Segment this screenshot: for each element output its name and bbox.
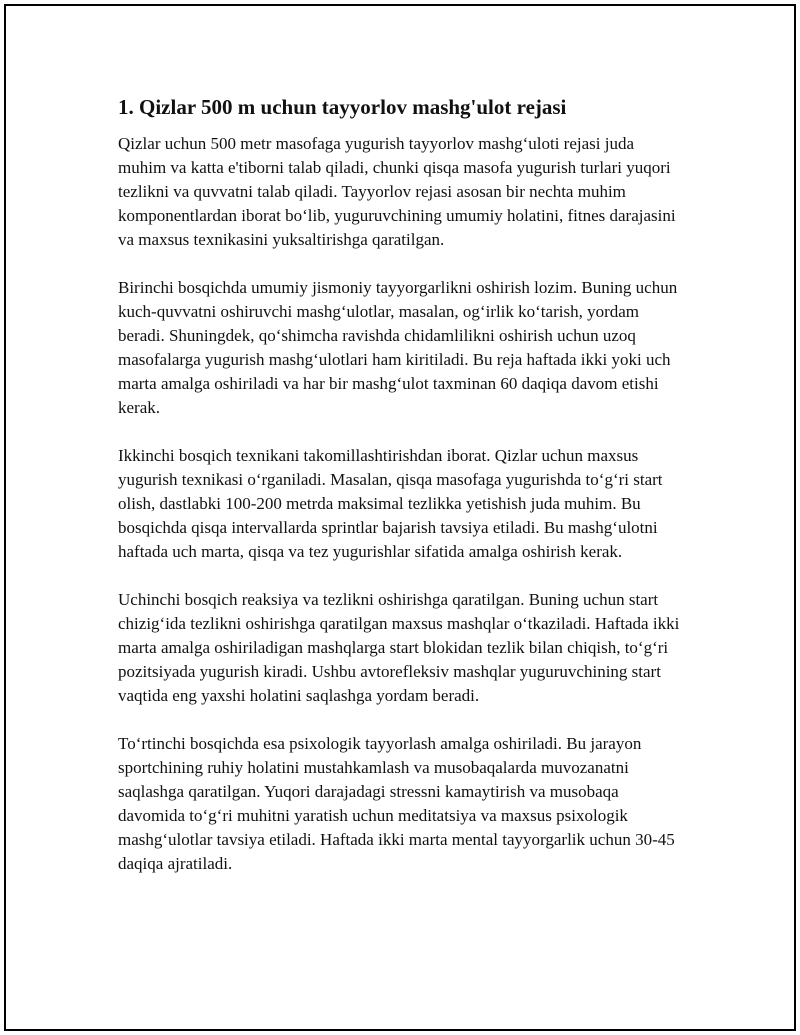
- paragraph-stage-1: Birinchi bosqichda umumiy jismoniy tayyorgarlikni oshirish lozim. Buning uchun kuch-quvvatni oshiruvchi mashg‘ulotlar, masalan, og‘irlik ko‘tarish, yordam beradi. Shuningdek, qo‘shimcha ravishda chidamlilikni oshirish uchun uzoq masofalarga yugurish mashg‘ulotlari ham kiritiladi. Bu reja haftada ikki yoki uch marta amalga oshiriladi va har bir mashg‘ulot taxminan 60 daqiqa davom etishi kerak.: [118, 278, 678, 417]
- paragraph-stage-2: Ikkinchi bosqich texnikani takomillashtirishdan iborat. Qizlar uchun maxsus yugurish texnikasi o‘rganiladi. Masalan, qisqa masofaga yugurishda to‘g‘ri start olish, dastlabki 100-200 metrda maksimal tezlikka yetishish juda muhim. Bu bosqichda qisqa intervallarda sprintlar bajarish tavsiya etiladi. Bu mashg‘ulotni haftada uch marta, qisqa va tez yugurishlar sifatida amalga oshirish kerak.: [118, 446, 663, 561]
- document-body: [118, 92, 686, 900]
- paragraph-stage-4: To‘rtinchi bosqichda esa psixologik tayyorlash amalga oshiriladi. Bu jarayon sportchining ruhiy holatini mustahkamlash va musobaqalarda muvozanatni saqlashga qaratilgan. Yuqori darajadagi stressni kamaytirish va musobaqa davomida to‘g‘ri muhitni yaratish uchun meditatsiya va maxsus psixologik mashg‘ulotlar tavsiya etiladi. Haftada ikki marta mental tayyorgarlik uchun 30-45 daqiqa ajratiladi.: [118, 734, 675, 873]
- paragraph-intro: Qizlar uchun 500 metr masofaga yugurish tayyorlov mashg‘uloti rejasi juda muhim va katta e'tiborni talab qiladi, chunki qisqa masofa yugurish turlari yuqori tezlikni va quvvatni talab qiladi. Tayyorlov rejasi asosan bir nechta muhim komponentlardan iborat bo‘lib, yuguruvchining umumiy holatini, fitnes darajasini va maxsus texnikasini yuksaltirishga qaratilgan.: [118, 134, 676, 249]
- paragraph-stage-3: Uchinchi bosqich reaksiya va tezlikni oshirishga qaratilgan. Buning uchun start chizig‘ida tezlikni oshirishga qaratilgan maxsus mashqlar o‘tkaziladi. Haftada ikki marta amalga oshiriladigan mashqlarga start blokidan tezlik bilan chiqish, to‘g‘ri pozitsiyada yugurish kiradi. Ushbu avtorefleksiv mashqlar yuguruvchining start vaqtida eng yaxshi holatini saqlashga yordam beradi.: [118, 590, 680, 705]
- section-title: 1. Qizlar 500 m uchun tayyorlov mashg'ulot rejasi: [118, 95, 567, 119]
